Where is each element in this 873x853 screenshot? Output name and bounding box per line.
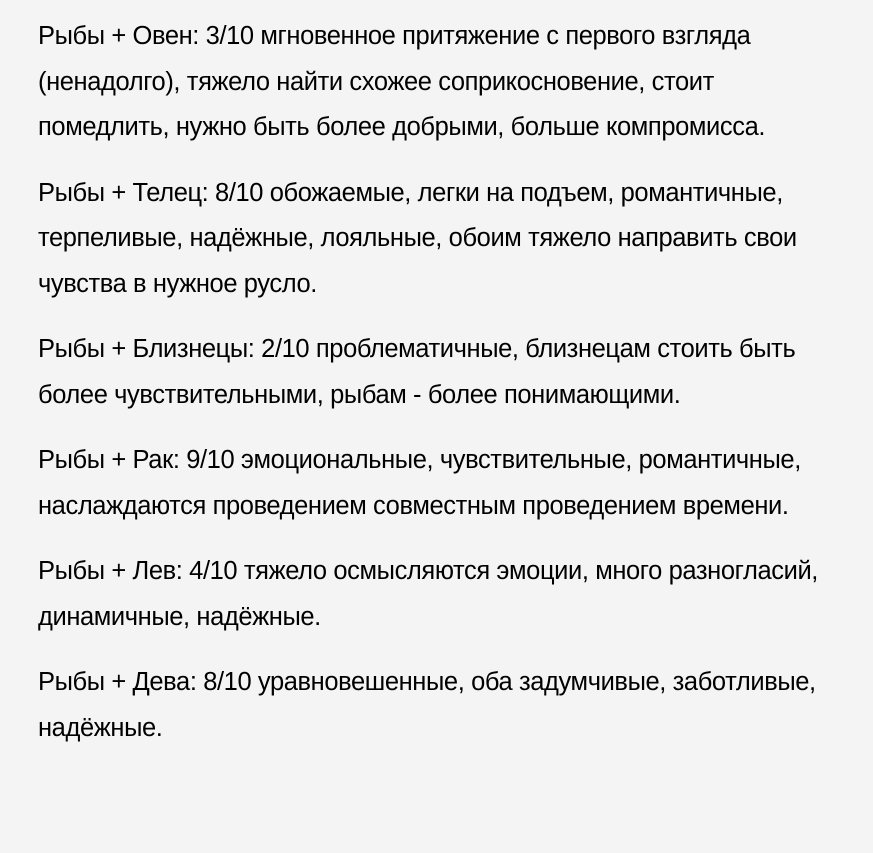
compatibility-paragraph-leo: Рыбы + Лев: 4/10 тяжело осмысляются эмоции, много разногласий, динамичные, надёжные. (38, 557, 818, 631)
compatibility-paragraph-aries: Рыбы + Овен: 3/10 мгновенное притяжение с первого взгляда (ненадолго), тяжело найти схожее соприкосновение, стоит помедлить, нужно быть более добрыми, больше компромисса. (38, 22, 766, 141)
compatibility-paragraph-gemini: Рыбы + Близнецы: 2/10 проблематичные, близнецам стоить быть более чувствительными, рыбам - более понимающими. (38, 335, 796, 409)
compatibility-paragraph-virgo: Рыбы + Дева: 8/10 уравновешенные, оба задумчивые, заботливые, надёжные. (38, 668, 816, 742)
compatibility-paragraph-taurus: Рыбы + Телец: 8/10 обожаемые, легки на подъем, романтичные, терпеливые, надёжные, лояльные, обоим тяжело направить свои чувства в нужное русло. (38, 178, 797, 298)
compatibility-paragraph-cancer: Рыбы + Рак: 9/10 эмоциональные, чувствительные, романтичные, наслаждаются проведением совместным проведением времени. (38, 446, 801, 520)
